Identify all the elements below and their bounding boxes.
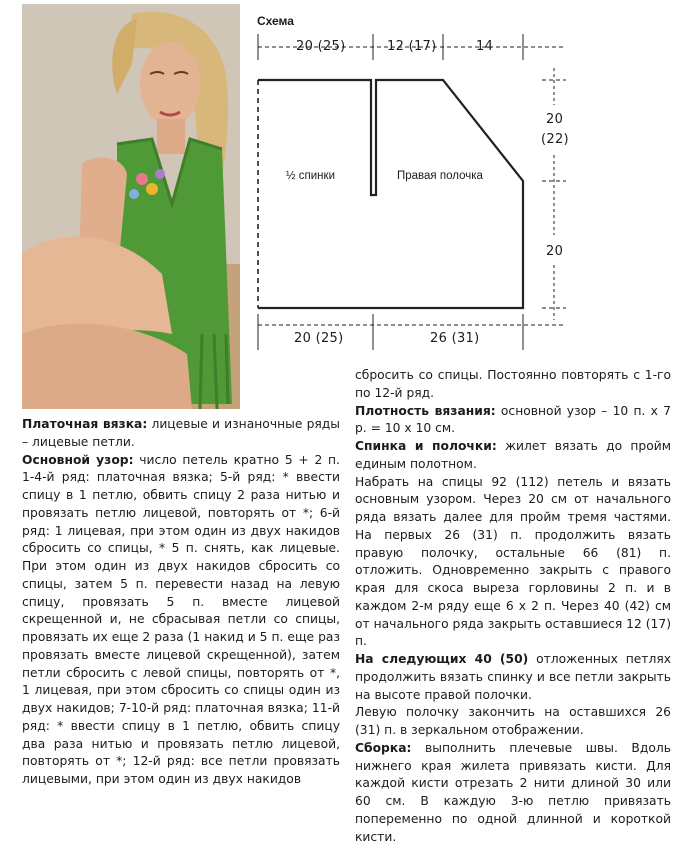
paragraph-left-front: Левую полочку закончить на оставшихся 26 (31) п. в зеркальном отображении. (355, 705, 671, 737)
top-dim-neck: 12 (17) (387, 39, 437, 54)
paragraph-gauge (355, 403, 671, 439)
scheme-title: Схема (257, 14, 294, 28)
paragraph-assembly (355, 740, 671, 847)
paragraph-heading: Сборка: (355, 740, 412, 755)
paragraph-heading: Платочная вязка: (22, 417, 148, 431)
top-dim-back: 20 (25) (296, 39, 346, 54)
scheme-diagram (0, 0, 693, 380)
bottom-dim-front: 26 (31) (430, 331, 480, 346)
right-dim-upper-alt: (22) (541, 132, 569, 147)
paragraph-heading: На следующих 40 (50) (355, 652, 529, 666)
front-label: Правая полочка (397, 170, 483, 182)
paragraph-tea-stitch (22, 416, 340, 452)
paragraph-body: жилет вязать до пройм единым полотном. (355, 439, 671, 471)
right-dim-lower: 20 (546, 244, 564, 259)
paragraph-body: отложенных петлях продолжить вязать спинку и все петли закрыть на высоте правой полочки. (355, 652, 672, 702)
right-text-column (355, 367, 671, 846)
paragraph-cast-on: Набрать на спицы 92 (112) петель и вязать основным узором. Через 20 см от начального ряда вязать далее для пройм тремя частями. На первых 26 (31) п. продолжить вязать правую полочку, остальные 66 (81) п. отложить. Одновременно закрыть с правого края для скоса выреза горловины 2 п. и в каждом 2-м ряду еще 6 х 2 п. Через 40 (42) см от начального ряда закрыть оставшиеся 12 (17) п. (355, 474, 671, 649)
paragraph-next-stitches (355, 651, 671, 704)
top-dim-shoulder: 14 (476, 39, 494, 54)
paragraph-body: лицевые и изнаночные ряды – лицевые петли. (22, 417, 341, 449)
paragraph-back-fronts (355, 438, 671, 474)
paragraph-heading: Спинка и полочки: (355, 439, 497, 453)
paragraph-body: основной узор – 10 п. х 7 р. = 10 х 10 см. (355, 403, 671, 436)
paragraph-main-pattern (22, 452, 340, 789)
paragraph-heading: Плотность вязания: (355, 403, 496, 418)
bottom-dim-back: 20 (25) (294, 331, 344, 346)
paragraph-body: число петель кратно 5 + 2 п. 1-4-й ряд: платочная вязка; 5-й ряд: * ввести спицу в 1 петлю, обвить спицу 2 раза нитью и провязать петлю лицевой, повторять от *; 6-й ряд: 1 лицевая, при этом один из двух накидов сбросить со спицы, * 5 п. снять, как лицевые. При этом один из двух накидов сбросить со спицы, затем 5 п. перевести назад на левую спицу, провязать 5 п. вместе лицевой скрещенной и, не сбрасывая петли со спицы, провязать их еще 2 раза (1 накид и 5 п. еще раз провязать вместе лицевой скрещенной), затем петли сбросить с левой спицы, повторять от *, 1 лицевая, при этом сбросить со спицы один из двух накидов; 7-10-й ряд: платочная вязка; 11-й ряд: * ввести спицу в 1 петлю, обвить спицу два раза нитью и провязать петлю лицевой, повторять от *; 12-й ряд: все петли провязать лицевыми, при этом один из двух накидов (22, 452, 340, 786)
right-dim-upper: 20 (546, 112, 564, 127)
paragraph-heading: Основной узор: (22, 452, 134, 467)
back-label: ½ спинки (286, 170, 335, 182)
paragraph-continuation: сбросить со спицы. Постоянно повторять с 1-го по 12-й ряд. (355, 368, 671, 400)
paragraph-body: выполнить плечевые швы. Вдоль нижнего края жилета привязать кисти. Для каждой кисти отрезать 2 нити длиной 30 или 60 см. В каждую 3-ю петлю привязать попеременно по одной длинной и короткой кисти. (355, 740, 671, 844)
left-text-column (22, 416, 340, 789)
